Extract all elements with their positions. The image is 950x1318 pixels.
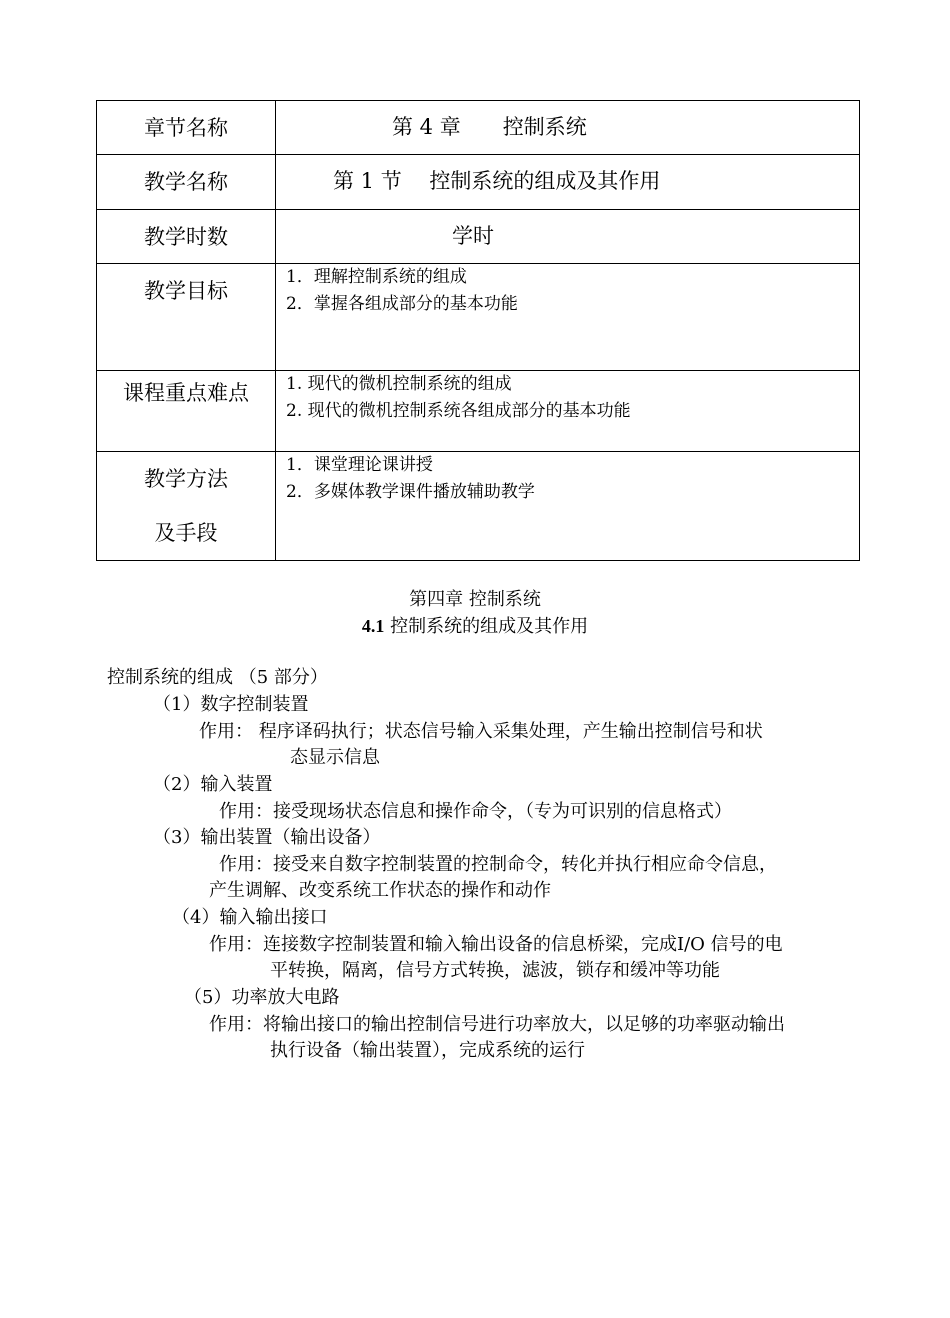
label-key-points: 课程重点难点: [97, 371, 276, 452]
section-number: 4.1: [361, 616, 385, 636]
list-item: 1．课堂理论课讲授: [286, 455, 433, 475]
value-teaching-methods: [276, 452, 860, 561]
intro-text: 控制系统的组成 （5 部分）: [107, 667, 328, 688]
part-2-desc: 作用：接受现场状态信息和操作命令，（专为可识别的信息格式）: [219, 801, 732, 822]
row-key-points: [97, 371, 860, 452]
section-heading: [0, 612, 950, 638]
chapter-heading: 第四章 控制系统: [409, 589, 541, 610]
part-3-desc: 作用：接受来自数字控制装置的控制命令，转化并执行相应命令信息，: [219, 854, 777, 875]
value-teaching-name: 第 1 节 控制系统的组成及其作用: [276, 155, 860, 210]
part-4-desc-cont: 平转换，隔离，信号方式转换，滤波，锁存和缓冲等功能: [270, 960, 720, 981]
list-item: 2．掌握各组成部分的基本功能: [286, 294, 518, 314]
part-5-desc: 作用：将输出接口的输出控制信号进行功率放大，以足够的功率驱动输出: [209, 1014, 785, 1035]
value-teaching-hours: 学时: [276, 210, 860, 264]
row-teaching-goals: [97, 264, 860, 371]
label-chapter-name: 章节名称: [97, 101, 276, 155]
part-4-desc: 作用：连接数字控制装置和输入输出设备的信息桥梁，完成I/O 信号的电: [209, 934, 783, 955]
label-teaching-name: 教学名称: [97, 155, 276, 210]
part-5-desc-cont: 执行设备（输出装置），完成系统的运行: [270, 1040, 585, 1061]
section-title: 控制系统的组成及其作用: [384, 616, 589, 637]
part-5-title: （5）功率放大电路: [184, 987, 340, 1008]
row-teaching-name: [97, 155, 860, 210]
value-teaching-goals: [276, 264, 860, 371]
row-chapter: [97, 101, 860, 155]
list-item: 2．多媒体教学课件播放辅助教学: [286, 482, 535, 502]
list-item: 2. 现代的微机控制系统各组成部分的基本功能: [286, 401, 631, 421]
row-teaching-hours: [97, 210, 860, 264]
label-teaching-hours: 教学时数: [97, 210, 276, 264]
course-info-table: [96, 100, 860, 561]
value-chapter-name: 第 4 章 控制系统: [276, 101, 860, 155]
part-1-title: （1）数字控制装置: [153, 694, 309, 715]
part-4-title: （4）输入输出接口: [172, 907, 328, 928]
row-teaching-methods: [97, 452, 860, 561]
label-teaching-goals: 教学目标: [97, 264, 276, 371]
value-key-points: [276, 371, 860, 452]
part-2-title: （2）输入装置: [153, 774, 273, 795]
part-1-desc-cont: 态显示信息: [290, 747, 380, 768]
part-1-desc: 作用： 程序译码执行；状态信号输入采集处理，产生输出控制信号和状: [199, 721, 763, 742]
part-3-desc-cont: 产生调解、改变系统工作状态的操作和动作: [209, 880, 551, 901]
list-item: 1．理解控制系统的组成: [286, 267, 467, 287]
list-item: 1. 现代的微机控制系统的组成: [286, 374, 512, 394]
part-3-title: （3）输出装置（输出设备）: [153, 827, 381, 848]
label-teaching-methods: 教学方法 及手段: [97, 452, 276, 561]
